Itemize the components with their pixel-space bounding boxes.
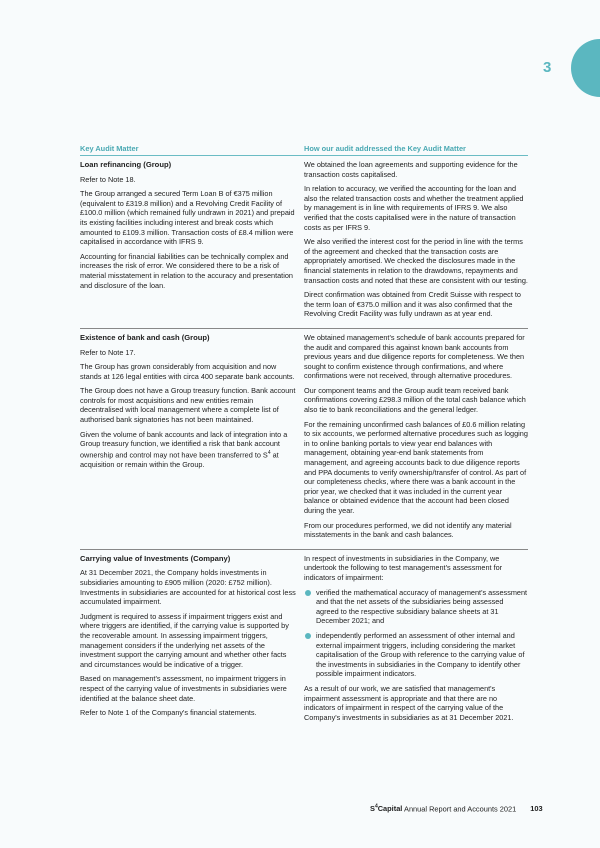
table-row-bank-and-cash [80,329,528,550]
brand-logo [370,804,402,813]
paragraph: The Group does not have a Group treasury function. Bank account controls for most acquisitions and new entities remain decentralised with local management where a complete list of authorised bank signatories has not been maintained. [80,386,296,425]
page-number: 103 [530,804,543,814]
text: verified the mathematical accuracy of management's assessment and that the net assets of the subsidiaries being assessed agreed to the respective subsidiary balance sheets at 31 December 2021; and [316,587,528,626]
header-key-audit-matter: Key Audit Matter [80,144,139,153]
paragraph: Accounting for financial liabilities can be technically complex and increases the risk of error. We considered there to be a risk of material misstatement in relation to the accuracy and presentation and disclosure of the loan. [80,251,293,290]
paragraph: In respect of investments in subsidiaries in the Company, we undertook the following to test management's assessment for indicators of impairment: [304,553,503,582]
superscript: 4 [374,804,378,810]
list-item [304,631,528,679]
matter-title: Existence of bank and cash (Group) [80,332,210,342]
paragraph: We obtained management's schedule of bank accounts prepared for the audit and compared this against known bank accounts from previous years and due diligence reports for completeness. We then sought to confirm existence through confirmations, and where confirmations were not received, through alternative procedures. [304,332,525,381]
superscript: 4 [267,449,271,456]
paragraph: Judgment is required to assess if impairment triggers exist and where triggers are identified, if the carrying value is supported by the recoverable amount. In assessing impairment triggers, management considers if the underlying net assets of the investment support the carrying amount and whether other facts and circumstances would be indicative of a trigger. [80,611,289,669]
text: Given the volume of bank accounts and lack of integration into a Group treasury function, we identified a risk that bank account ownership and control may not have been transferred to S [80,429,288,460]
paragraph: Our component teams and the Group audit team received bank confirmations covering £298.3 million of the total cash balance which also tie to bank reconciliations and the general ledger. [304,385,526,415]
paragraph: Based on management's assessment, no impairment triggers in respect of the carrying value of investments in subsidiaries were identified at the balance sheet date. [80,674,287,703]
section-tab-circle [571,39,600,97]
paragraph: For the remaining unconfirmed cash balances of £0.6 million relating to six accounts, we performed alternative procedures such as logging in to online banking portals to view year end balances with management, obtaining year-end bank statements from management, and agreeing accounts back to due diligence reports and PPA documents to verify ownership/transfer of control. As part of our completeness checks, where there was a bank account in the prior year, we checked that it was included in the current year balance or obtained evidence that the account had been closed during the year. [304,419,528,515]
paragraph: The Group arranged a secured Term Loan B of €375 million (equivalent to £319.8 million) and a Revolving Credit Facility of £100.0 million (which remained fully undrawn in 2021) and prepaid its existing facilities including interest and break costs which amounted to £109.3 million. Transaction costs of £8.4 million were capitalised in accordance with IFRS 9. [80,189,295,247]
paragraph: From our procedures performed, we did not identify any material misstatements in the bank and cash balances. [304,520,512,540]
table-row-loan-refinancing [80,156,528,329]
bullet-icon [305,633,311,639]
report-title: Annual Report and Accounts 2021 [404,804,517,814]
matter-title: Loan refinancing (Group) [80,160,172,169]
bullet-list [304,588,528,679]
key-audit-matters-table [80,144,528,731]
paragraph: Direct confirmation was obtained from Credit Suisse with respect to the term loan of €375.0 million and it was also confirmed that the Revolving Credit Facility was fully undrawn as at year end. [304,290,521,319]
text: Capital [377,804,403,814]
section-number: 3 [543,59,552,76]
matter-title: Carrying value of Investments (Company) [80,553,231,563]
header-audit-response: How our audit addressed the Key Audit Matter [304,144,466,153]
paragraph: As a result of our work, we are satisfied that management's impairment assessment is appropriate and that there are no indicators of impairment in respect of the carrying value of the Company's investments in subsidiaries as at 31 December 2021. [304,683,514,722]
paragraph: We obtained the loan agreements and supporting evidence for the transaction costs capitalised. [304,160,518,179]
text: at acquisition or remain within the Group. [80,450,279,469]
paragraph: Refer to Note 1 of the Company's financial statements. [80,708,257,718]
text: independently performed an assessment of other internal and external impairment triggers, including considering the market capitalisation of the Group with reference to the carrying value of the investments in subsidiaries in the Company to identify other possible impairment indicators. [316,630,525,679]
paragraph: The Group has grown considerably from acquisition and now stands at 126 legal entities with circa 400 separate bank accounts. [80,362,295,381]
paragraph: In relation to accuracy, we verified the accounting for the loan and also the related transaction costs and whether the treatment applied by management is in line with requirements of IFRS 9. We also verified that the costs capitalised were in the nature of transaction costs as per IFRS 9. [304,184,524,232]
paragraph: We also verified the interest cost for the period in line with the terms of the agreement and checked that the transaction costs are appropriately amortised. We checked the disclosures made in the financial statements in relation to the drawdowns, repayments and transaction costs and noted that these are consistent with our testing. [304,237,528,285]
text: S [370,804,375,814]
bullet-icon [305,590,311,596]
list-item [304,588,528,626]
paragraph: At 31 December 2021, the Company holds investments in subsidiaries amounting to £905 million (2020: £752 million). Investments in subsidiaries are accounted for at historical cost less accumulated impairment. [80,568,296,607]
table-row-investments [80,550,528,732]
table-header [80,144,528,156]
paragraph: Refer to Note 18. [80,174,136,184]
paragraph: Refer to Note 17. [80,347,136,357]
page-footer [370,804,543,813]
paragraph [80,430,298,470]
